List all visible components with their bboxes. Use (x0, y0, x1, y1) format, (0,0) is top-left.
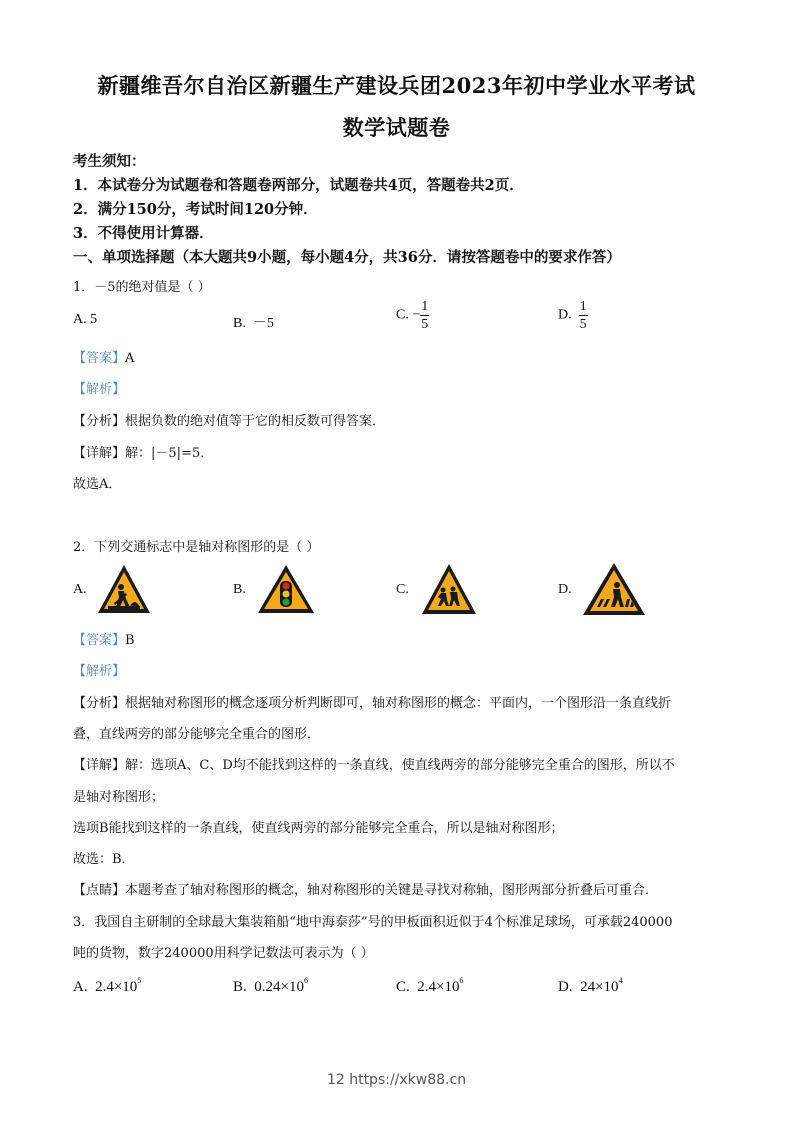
answer-tag: 【答案】 (73, 351, 126, 366)
q3-option-c: C. $2.4\times 10^6$ (396, 976, 464, 995)
document-subtitle: 数学试题卷 (342, 115, 451, 140)
section-heading: 一、单项选择题（本大题共9小题，每小题4分，共36分．请按答题卷中的要求作答） (73, 249, 621, 266)
q1-answer (73, 347, 134, 366)
option-label: B. (233, 979, 247, 995)
option-value: 5 (90, 312, 98, 327)
q2-xiangjie-line2: 是轴对称图形； (73, 790, 165, 805)
option-label: C. (396, 307, 409, 323)
q1-conclusion: 故选A． (73, 477, 122, 492)
q1-option-a (73, 312, 97, 328)
children-crossing-sign-icon (420, 562, 478, 616)
q2-analysis-tag: 【解析】 (73, 664, 126, 679)
page-footer: 12 https://xkw88.cn (326, 1072, 467, 1088)
notice-heading: 考生须知： (73, 153, 146, 170)
q3-option-d: D. $24\times 10^4$ (558, 976, 623, 995)
q3-option-b: B. $0.24\times 10^6$ (233, 976, 308, 995)
option-label: C. (396, 979, 410, 995)
pedestrian-crossing-sign-icon (581, 561, 647, 617)
q1-xiangjie: 【详解】解：|－5|=5． (73, 446, 214, 461)
answer-tag: 【答案】 (73, 633, 126, 648)
q1-fenxi: 【分析】根据负数的绝对值等于它的相反数可得答案． (73, 414, 386, 429)
q2-option-a-label: A. (73, 582, 87, 597)
traffic-light-sign-icon (256, 563, 316, 615)
fraction: $\frac{1}{5}$ (579, 299, 587, 332)
notice-item-1: 1．本试卷分为试题卷和答题卷两部分，试题卷共4页，答题卷共2页． (73, 177, 524, 194)
q2-option-d-label: D. (558, 582, 572, 597)
q1-option-b (233, 312, 274, 332)
option-label: D. (558, 307, 572, 323)
option-label: A. (73, 312, 87, 327)
option-label: A. (73, 979, 88, 995)
q1-option-c (396, 298, 429, 333)
q3-option-a: A. $2.4\times 10^5$ (73, 976, 142, 995)
question-3-stem-line1: 3．我国自主研制的全球最大集装箱船“地中海泰莎”号的甲板面积近似于4个标准足球场，可承载240000 (73, 915, 673, 930)
q2-option-c-label: C. (396, 582, 409, 597)
fraction: $\frac{1}{5}$ (421, 299, 429, 332)
q1-option-d (558, 298, 588, 333)
option-value: －5 (252, 316, 274, 331)
answer-value: B (125, 633, 135, 648)
answer-value: A (125, 351, 135, 366)
question-1-stem: 1．－5的绝对值是（ ） (73, 280, 211, 295)
q2-conclusion: 故选：B． (73, 852, 135, 867)
question-2-stem: 2．下列交通标志中是轴对称图形的是（ ） (73, 540, 320, 555)
q2-xiangjie-line1: 【详解】解：选项A、C、D均不能找到这样的一条直线，使直线两旁的部分能够完全重合的图形，所以不 (73, 758, 675, 773)
q2-option-b-label: B. (233, 582, 246, 597)
q2-answer (73, 629, 135, 648)
minus-sign: − (412, 307, 421, 323)
road-work-sign-icon (96, 563, 152, 615)
q2-xiangjie-line3: 选项B能找到这样的一条直线，使直线两旁的部分能够完全重合，所以是轴对称图形； (73, 821, 564, 836)
notice-item-3: 3．不得使用计算器． (73, 225, 214, 242)
q2-fenxi-line1: 【分析】根据轴对称图形的概念逐项分析判断即可，轴对称图形的概念：平面内，一个图形沿一条直线折 (73, 696, 672, 711)
q2-dianjing: 【点睛】本题考查了轴对称图形的概念，轴对称图形的关键是寻找对称轴，图形两部分折叠后可重合． (73, 883, 659, 898)
option-label: D. (558, 979, 573, 995)
option-label: B. (233, 316, 246, 331)
question-3-stem-line2: 吨的货物，数字240000用科学记数法可表示为（ ） (73, 946, 374, 961)
q1-analysis-tag: 【解析】 (73, 382, 126, 397)
q2-fenxi-line2: 叠，直线两旁的部分能够完全重合的图形． (73, 727, 321, 742)
notice-item-2: 2．满分150分，考试时间120分钟． (73, 201, 318, 218)
document-title: 新疆维吾尔自治区新疆生产建设兵团2023年初中学业水平考试 (97, 73, 696, 98)
